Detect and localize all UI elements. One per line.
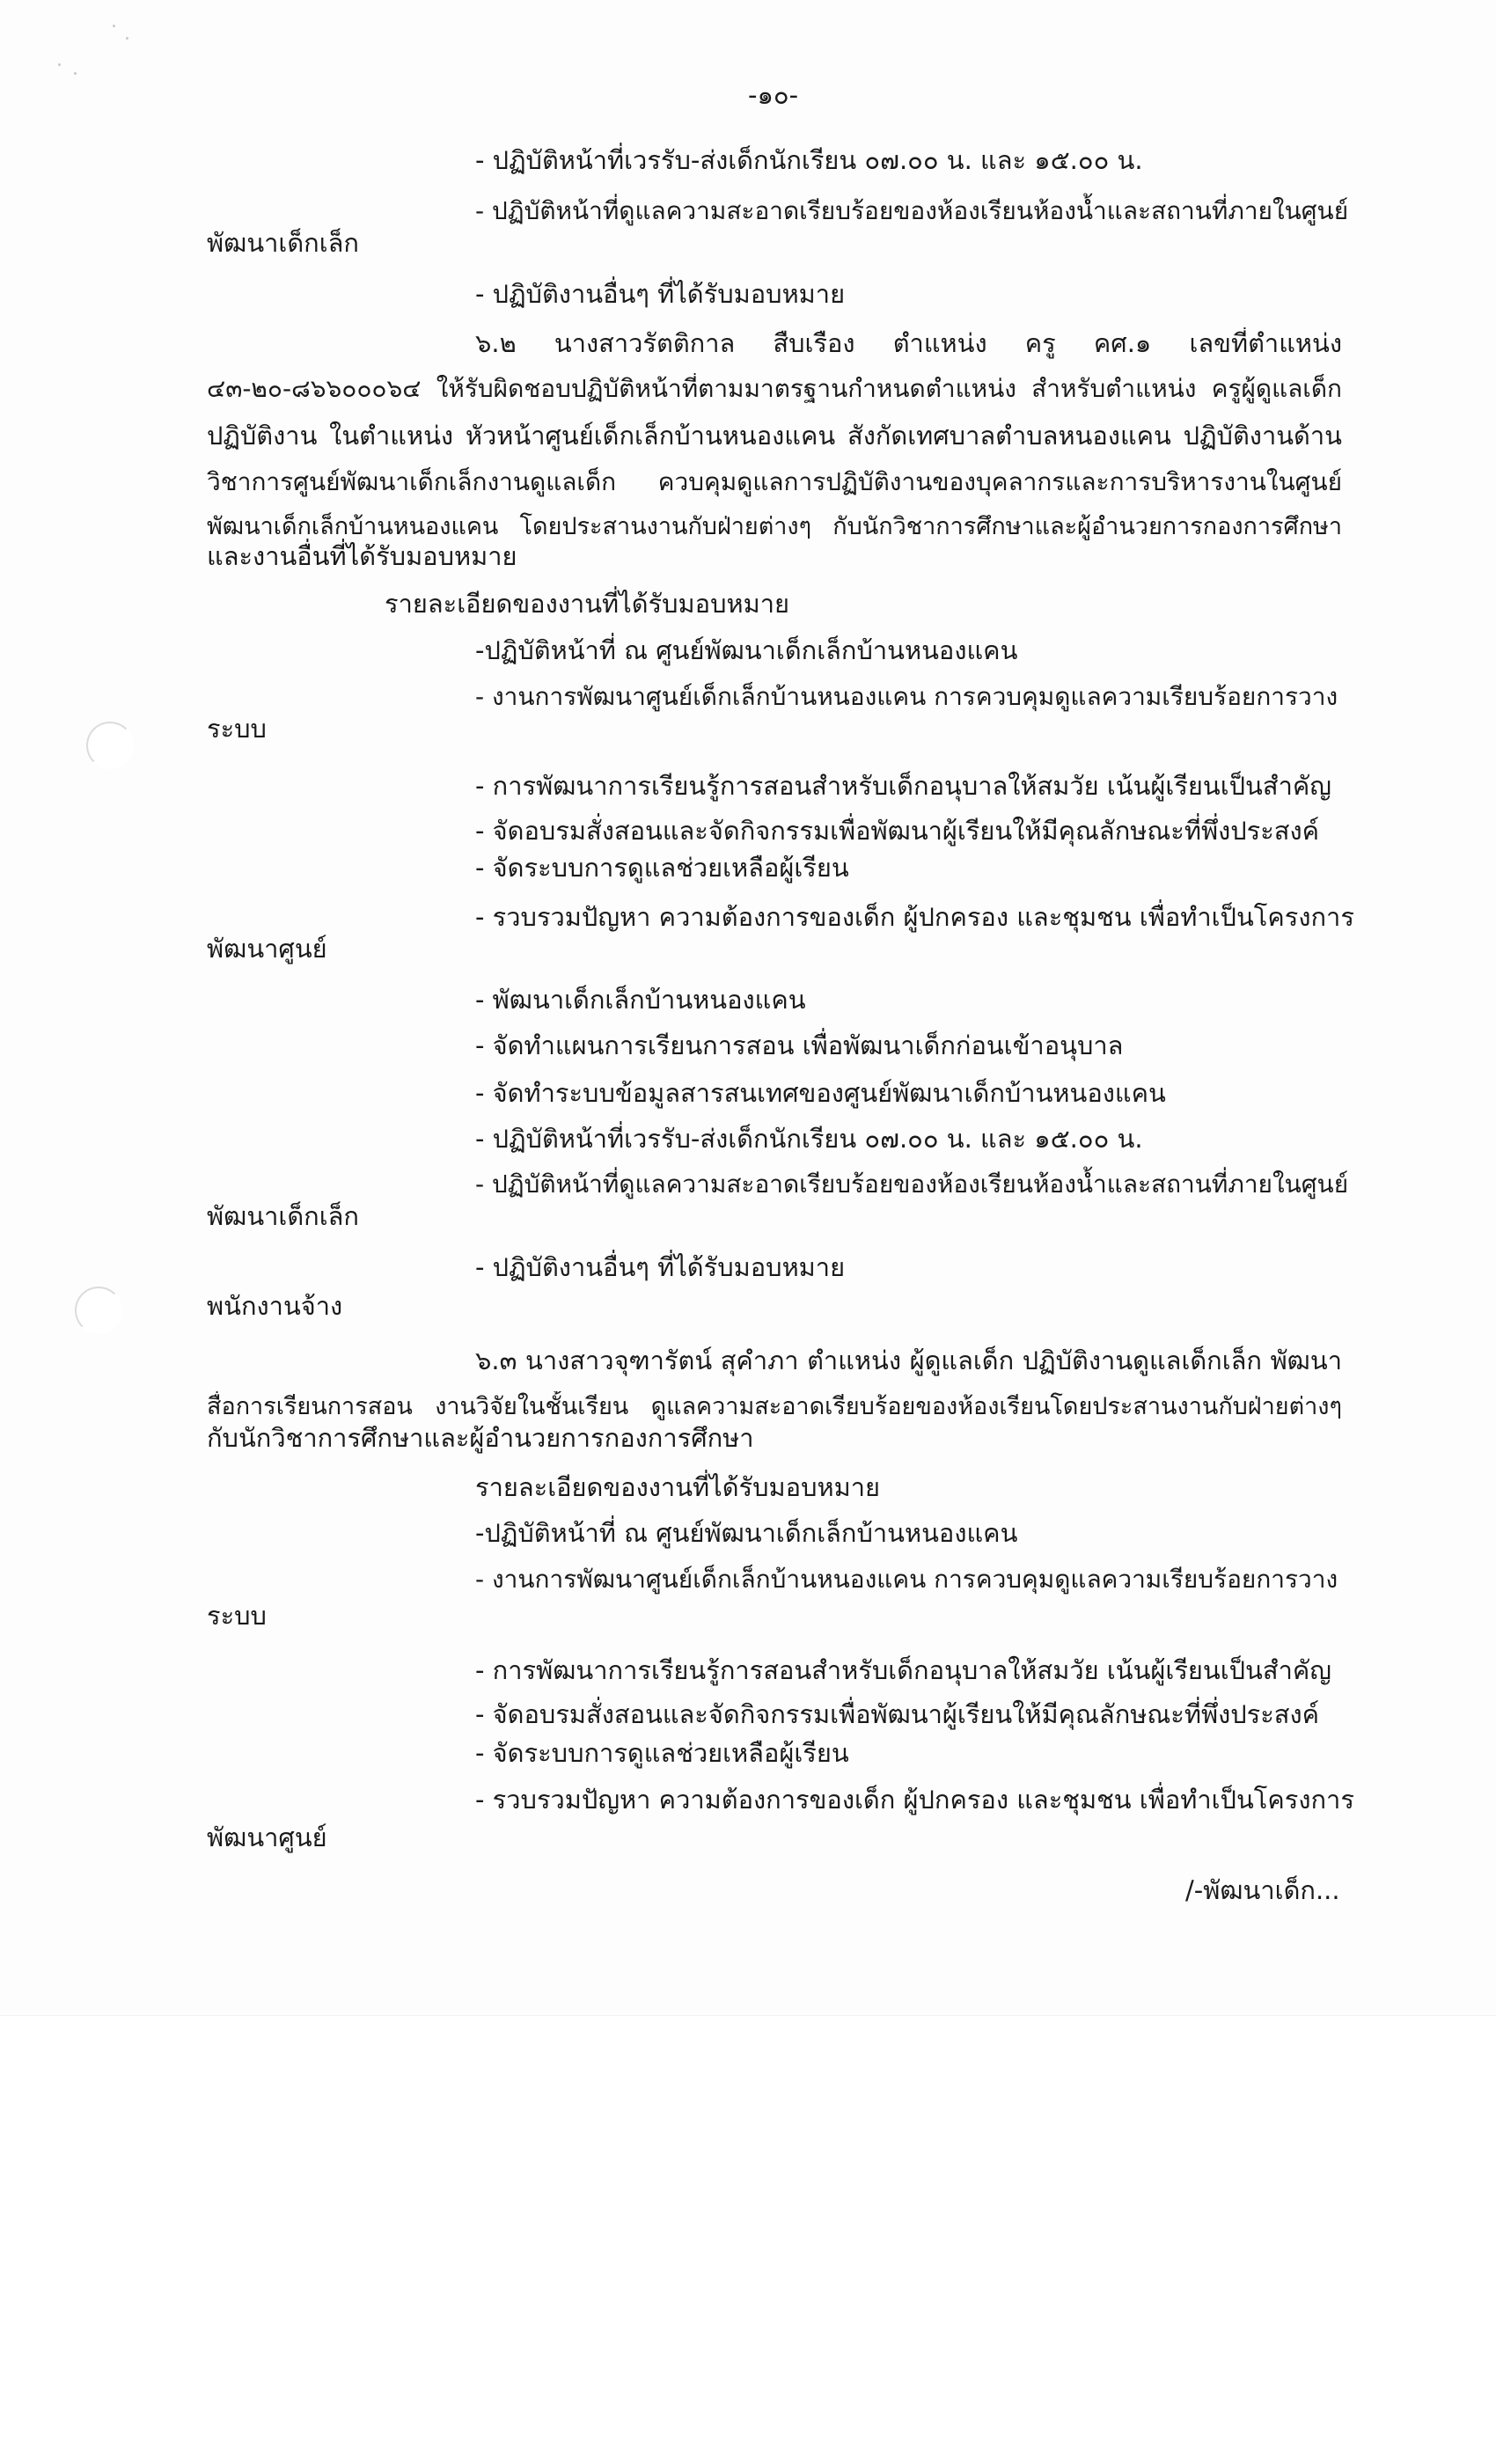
text-line: - พัฒนาเด็กเล็กบ้านหนองแคน xyxy=(475,985,806,1015)
text-line: พัฒนาศูนย์ xyxy=(207,934,327,964)
text-line: พัฒนาศูนย์ xyxy=(207,1822,327,1852)
text-line: - จัดทำแผนการเรียนการสอน เพื่อพัฒนาเด็กก่อนเข้าอนุบาล xyxy=(475,1030,1124,1060)
text-line: -ปฏิบัติหน้าที่ ณ ศูนย์พัฒนาเด็กเล็กบ้านหนองแคน xyxy=(475,1518,1018,1548)
text-line: - งานการพัฒนาศูนย์เด็กเล็กบ้านหนองแคน การควบคุมดูแลความเรียบร้อยการวาง xyxy=(475,682,1338,711)
text-line: - ปฏิบัติงานอื่นๆ ที่ได้รับมอบหมาย xyxy=(475,279,846,309)
page-number: -๑๐- xyxy=(748,80,799,110)
text-line: ปฏิบัติงาน ในตำแหน่ง หัวหน้าศูนย์เด็กเล็กบ้านหนองแคน สังกัดเทศบาลตำบลหนองแคน ปฏิบัติงานด้าน xyxy=(207,421,1342,451)
text-line: พัฒนาเด็กเล็กบ้านหนองแคน โดยประสานงานกับฝ่ายต่างๆ กับนักวิชาการศึกษาและผู้อำนวยการกองการศึกษา xyxy=(207,513,1342,540)
text-line: - ปฏิบัติหน้าที่ดูแลความสะอาดเรียบร้อยของห้องเรียนห้องน้ำและสถานที่ภายในศูนย์ xyxy=(475,1170,1349,1199)
text-line: - รวบรวมปัญหา ความต้องการของเด็ก ผู้ปกครอง และชุมชน เพื่อทำเป็นโครงการ xyxy=(475,902,1354,932)
text-line: - จัดระบบการดูแลช่วยเหลือผู้เรียน xyxy=(475,1738,849,1768)
text-line: - งานการพัฒนาศูนย์เด็กเล็กบ้านหนองแคน การควบคุมดูแลความเรียบร้อยการวาง xyxy=(475,1565,1338,1594)
text-line: สื่อการเรียนการสอน งานวิจัยในชั้นเรียน ดูแลความสะอาดเรียบร้อยของห้องเรียนโดยประสานงานกับฝ่ายต่างๆ xyxy=(207,1393,1342,1420)
text-line: ๔๓-๒๐-๘๖๖๐๐๐๖๔ ให้รับผิดชอบปฏิบัติหน้าที่ตามมาตรฐานกำหนดตำแหน่ง สำหรับตำแหน่ง ครูผู้ดูแลเด็ก xyxy=(207,374,1342,403)
text-line: กับนักวิชาการศึกษาและผู้อำนวยการกองการศึกษา xyxy=(207,1423,754,1453)
text-line: - จัดทำระบบข้อมูลสารสนเทศของศูนย์พัฒนาเด็กบ้านหนองแคน xyxy=(475,1078,1166,1108)
text-line: - จัดอบรมสั่งสอนและจัดกิจกรรมเพื่อพัฒนาผู้เรียนให้มีคุณลักษณะที่พึ่งประสงค์ xyxy=(475,816,1320,846)
text-line: พัฒนาเด็กเล็ก xyxy=(207,1201,359,1231)
scan-speck xyxy=(126,37,128,40)
scan-speck xyxy=(113,25,115,27)
text-line: - ปฏิบัติหน้าที่เวรรับ-ส่งเด็กนักเรียน ๐๗.๐๐ น. และ ๑๕.๐๐ น. xyxy=(475,1124,1143,1154)
text-line: ๖.๓ นางสาวจุฑารัตน์ สุคำภา ตำแหน่ง ผู้ดูแลเด็ก ปฏิบัติงานดูแลเด็กเล็ก พัฒนา xyxy=(475,1346,1342,1375)
text-line: วิชาการศูนย์พัฒนาเด็กเล็กงานดูแลเด็ก ควบคุมดูแลการปฏิบัติงานของบุคลากรและการบริหารงานในศูนย์ xyxy=(207,467,1342,496)
text-line: ๖.๒ นางสาวรัตติกาล สืบเรือง ตำแหน่ง ครู คศ.๑ เลขที่ตำแหน่ง xyxy=(475,328,1342,358)
section-heading: รายละเอียดของงานที่ได้รับมอบหมาย xyxy=(385,589,789,619)
text-line: และงานอื่นที่ได้รับมอบหมาย xyxy=(207,541,517,571)
punch-hole xyxy=(86,722,134,769)
text-line: - ปฏิบัติหน้าที่เวรรับ-ส่งเด็กนักเรียน ๐๗.๐๐ น. และ ๑๕.๐๐ น. xyxy=(475,145,1143,175)
text-line: ระบบ xyxy=(207,714,267,744)
text-line: ระบบ xyxy=(207,1601,267,1631)
text-line: - จัดระบบการดูแลช่วยเหลือผู้เรียน xyxy=(475,853,849,883)
text-line: - ปฏิบัติหน้าที่ดูแลความสะอาดเรียบร้อยของห้องเรียนห้องน้ำและสถานที่ภายในศูนย์ xyxy=(475,196,1349,225)
text-line: -ปฏิบัติหน้าที่ ณ ศูนย์พัฒนาเด็กเล็กบ้านหนองแคน xyxy=(475,635,1018,665)
scan-speck xyxy=(74,72,77,75)
text-line: - การพัฒนาการเรียนรู้การสอนสำหรับเด็กอนุบาลให้สมวัย เน้นผู้เรียนเป็นสำคัญ xyxy=(475,1655,1331,1685)
text-line: พนักงานจ้าง xyxy=(207,1291,343,1321)
text-line: - ปฏิบัติงานอื่นๆ ที่ได้รับมอบหมาย xyxy=(475,1252,846,1282)
scan-speck xyxy=(58,63,61,66)
text-line: - รวบรวมปัญหา ความต้องการของเด็ก ผู้ปกครอง และชุมชน เพื่อทำเป็นโครงการ xyxy=(475,1785,1354,1815)
text-line: - จัดอบรมสั่งสอนและจัดกิจกรรมเพื่อพัฒนาผู้เรียนให้มีคุณลักษณะที่พึ่งประสงค์ xyxy=(475,1699,1320,1729)
section-heading: รายละเอียดของงานที่ได้รับมอบหมาย xyxy=(475,1472,880,1502)
punch-hole xyxy=(75,1287,122,1334)
continuation-marker: /-พัฒนาเด็ก... xyxy=(1185,1875,1340,1905)
text-line: พัฒนาเด็กเล็ก xyxy=(207,228,359,258)
text-line: - การพัฒนาการเรียนรู้การสอนสำหรับเด็กอนุบาลให้สมวัย เน้นผู้เรียนเป็นสำคัญ xyxy=(475,771,1331,801)
